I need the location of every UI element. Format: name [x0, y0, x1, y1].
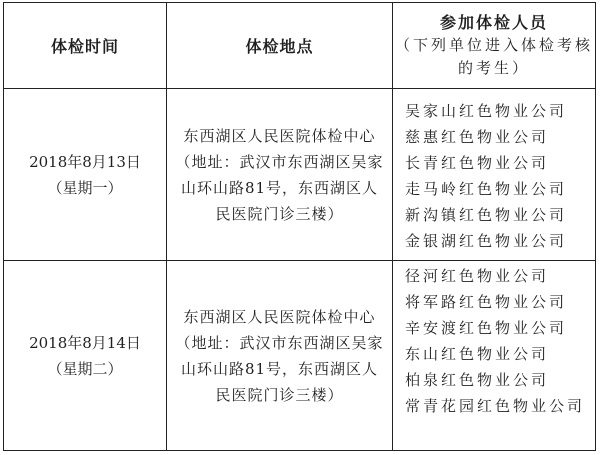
list-item: 吴家山红色物业公司: [405, 102, 568, 120]
list-item: 径河红色物业公司: [405, 267, 550, 285]
exam-time-cell: [4, 261, 167, 451]
participants-cell: [393, 89, 596, 261]
list-item: 金银湖红色物业公司: [405, 232, 568, 250]
list-item: 将军路红色物业公司: [405, 293, 568, 311]
list-item: 走马岭红色物业公司: [405, 180, 568, 198]
exam-date: 2018年8月14日: [29, 333, 141, 352]
physical-exam-schedule-table: [3, 2, 596, 451]
location-address: （地址：武汉市东西湖区吴家山环山路81号，东西湖区人民医院门诊三楼）: [175, 152, 384, 223]
table-row: [4, 261, 596, 451]
location-name: 东西湖区人民医院体检中心: [183, 126, 376, 145]
exam-location-cell: [167, 261, 393, 451]
location-name: 东西湖区人民医院体检中心: [183, 307, 376, 326]
list-item: 新沟镇红色物业公司: [405, 206, 568, 224]
exam-date: 2018年8月13日: [29, 152, 141, 171]
list-item: 长青红色物业公司: [405, 154, 550, 172]
exam-weekday: （星期一）: [47, 178, 123, 197]
exam-time-cell: [4, 89, 167, 261]
header-participants-note: （下列单位进入体检考核的考生）: [394, 35, 593, 77]
header-participants: [393, 3, 596, 89]
list-item: 慈惠红色物业公司: [405, 128, 550, 146]
header-exam-location: 体检地点: [167, 3, 393, 89]
header-participants-title: 参加体检人员: [439, 12, 548, 32]
list-item: 柏泉红色物业公司: [405, 371, 550, 389]
header-exam-time: 体检时间: [4, 3, 167, 89]
exam-location-cell: [167, 89, 393, 261]
exam-weekday: （星期二）: [47, 359, 123, 378]
participants-cell: [393, 261, 596, 451]
table-header-row: [4, 3, 596, 89]
location-address: （地址：武汉市东西湖区吴家山环山路81号，东西湖区人民医院门诊三楼）: [175, 333, 384, 404]
list-item: 东山红色物业公司: [405, 345, 550, 363]
list-item: 辛安渡红色物业公司: [405, 319, 568, 337]
unit-list: [405, 263, 589, 419]
unit-list: [405, 98, 589, 254]
table-row: [4, 89, 596, 261]
list-item: 常青花园红色物业公司: [405, 397, 586, 415]
